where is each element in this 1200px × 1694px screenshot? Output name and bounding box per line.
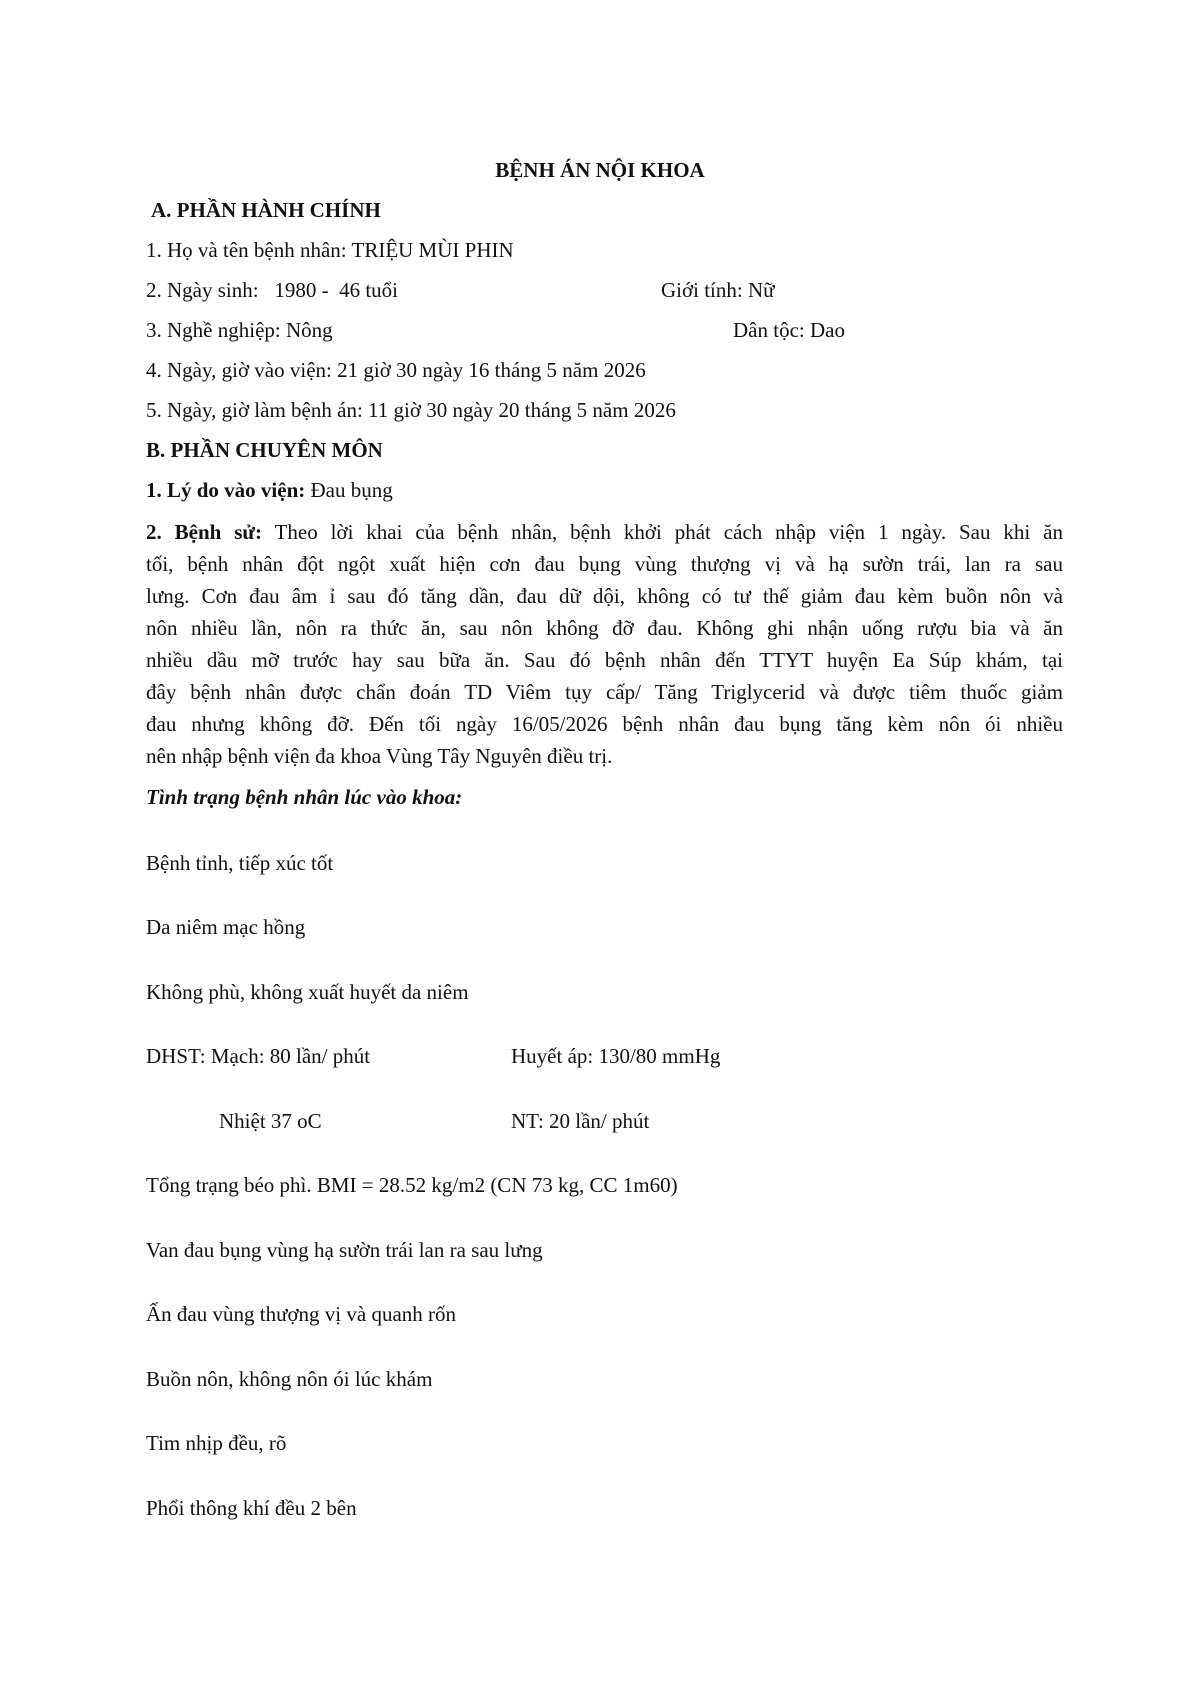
status-bmi: Tổng trạng béo phì. BMI = 28.52 kg/m2 (CN 73 kg, CC 1m60) bbox=[146, 1173, 678, 1197]
status-pain: Van đau bụng vùng hạ sườn trái lan ra sau lưng bbox=[146, 1238, 543, 1262]
history-line: đây bệnh nhân được chẩn đoán TD Viêm tụy cấp/ Tăng Triglycerid và được tiêm thuốc giảm bbox=[146, 680, 1063, 704]
status-tenderness: Ấn đau vùng thượng vị và quanh rốn bbox=[146, 1302, 457, 1326]
history-line: lưng. Cơn đau âm ỉ sau đó tăng dần, đau dữ dội, không có tư thế giảm đau kèm buồn nôn và bbox=[146, 584, 1063, 608]
status-heading: Tình trạng bệnh nhân lúc vào khoa: bbox=[146, 785, 463, 809]
vitals-pulse: DHST: Mạch: 80 lần/ phút bbox=[146, 1044, 371, 1068]
history-line: 2. Bệnh sử: Theo lời khai của bệnh nhân, bệnh khởi phát cách nhập viện 1 ngày. Sau khi ăn bbox=[146, 520, 1063, 544]
patient-job: 3. Nghề nghiệp: Nông bbox=[146, 318, 333, 342]
patient-ethnic: Dân tộc: Dao bbox=[733, 318, 845, 342]
patient-gender: Giới tính: Nữ bbox=[661, 278, 775, 302]
history-line: tối, bệnh nhân đột ngột xuất hiện cơn đau bụng vùng thượng vị và hạ sườn trái, lan ra sau bbox=[146, 552, 1063, 576]
admit-time: 4. Ngày, giờ vào viện: 21 giờ 30 ngày 16 tháng 5 năm 2026 bbox=[146, 358, 646, 382]
patient-name: 1. Họ và tên bệnh nhân: TRIỆU MÙI PHIN bbox=[146, 238, 514, 262]
admission-reason-text: Đau bụng bbox=[305, 478, 393, 502]
patient-birth: 2. Ngày sinh: 1980 - 46 tuổi bbox=[146, 278, 398, 302]
record-time: 5. Ngày, giờ làm bệnh án: 11 giờ 30 ngày 20 tháng 5 năm 2026 bbox=[146, 398, 676, 422]
status-edema: Không phù, không xuất huyết da niêm bbox=[146, 980, 469, 1004]
history-label: 2. Bệnh sử: bbox=[146, 520, 263, 544]
status-lung: Phổi thông khí đều 2 bên bbox=[146, 1496, 357, 1520]
history-line: nôn nhiều lần, nôn ra thức ăn, sau nôn không đỡ đau. Không ghi nhận uống rượu bia và ăn bbox=[146, 616, 1063, 640]
history-line: nên nhập bệnh viện đa khoa Vùng Tây Nguyên điều trị. bbox=[146, 744, 613, 768]
section-a-heading: A. PHẦN HÀNH CHÍNH bbox=[151, 198, 381, 222]
history-line: đau nhưng không đỡ. Đến tối ngày 16/05/2026 bệnh nhân đau bụng tăng kèm nôn ói nhiều bbox=[146, 712, 1063, 736]
document-title: BỆNH ÁN NỘI KHOA bbox=[495, 158, 705, 182]
history-paragraph bbox=[146, 516, 1063, 772]
section-b-heading: B. PHẦN CHUYÊN MÔN bbox=[146, 438, 383, 462]
status-conscious: Bệnh tỉnh, tiếp xúc tốt bbox=[146, 851, 334, 875]
vitals-respiratory-rate: NT: 20 lần/ phút bbox=[511, 1109, 650, 1133]
status-skin: Da niêm mạc hồng bbox=[146, 915, 306, 939]
admission-reason-label: 1. Lý do vào viện: bbox=[146, 478, 306, 502]
status-nausea: Buồn nôn, không nôn ói lúc khám bbox=[146, 1367, 433, 1391]
status-heart: Tim nhịp đều, rõ bbox=[146, 1431, 287, 1455]
history-line: nhiều dầu mỡ trước hay sau bữa ăn. Sau đó bệnh nhân đến TTYT huyện Ea Súp khám, tại bbox=[146, 648, 1063, 672]
vitals-blood-pressure: Huyết áp: 130/80 mmHg bbox=[511, 1044, 721, 1068]
admission-reason bbox=[146, 477, 393, 503]
vitals-temperature: Nhiệt 37 oC bbox=[219, 1109, 322, 1133]
